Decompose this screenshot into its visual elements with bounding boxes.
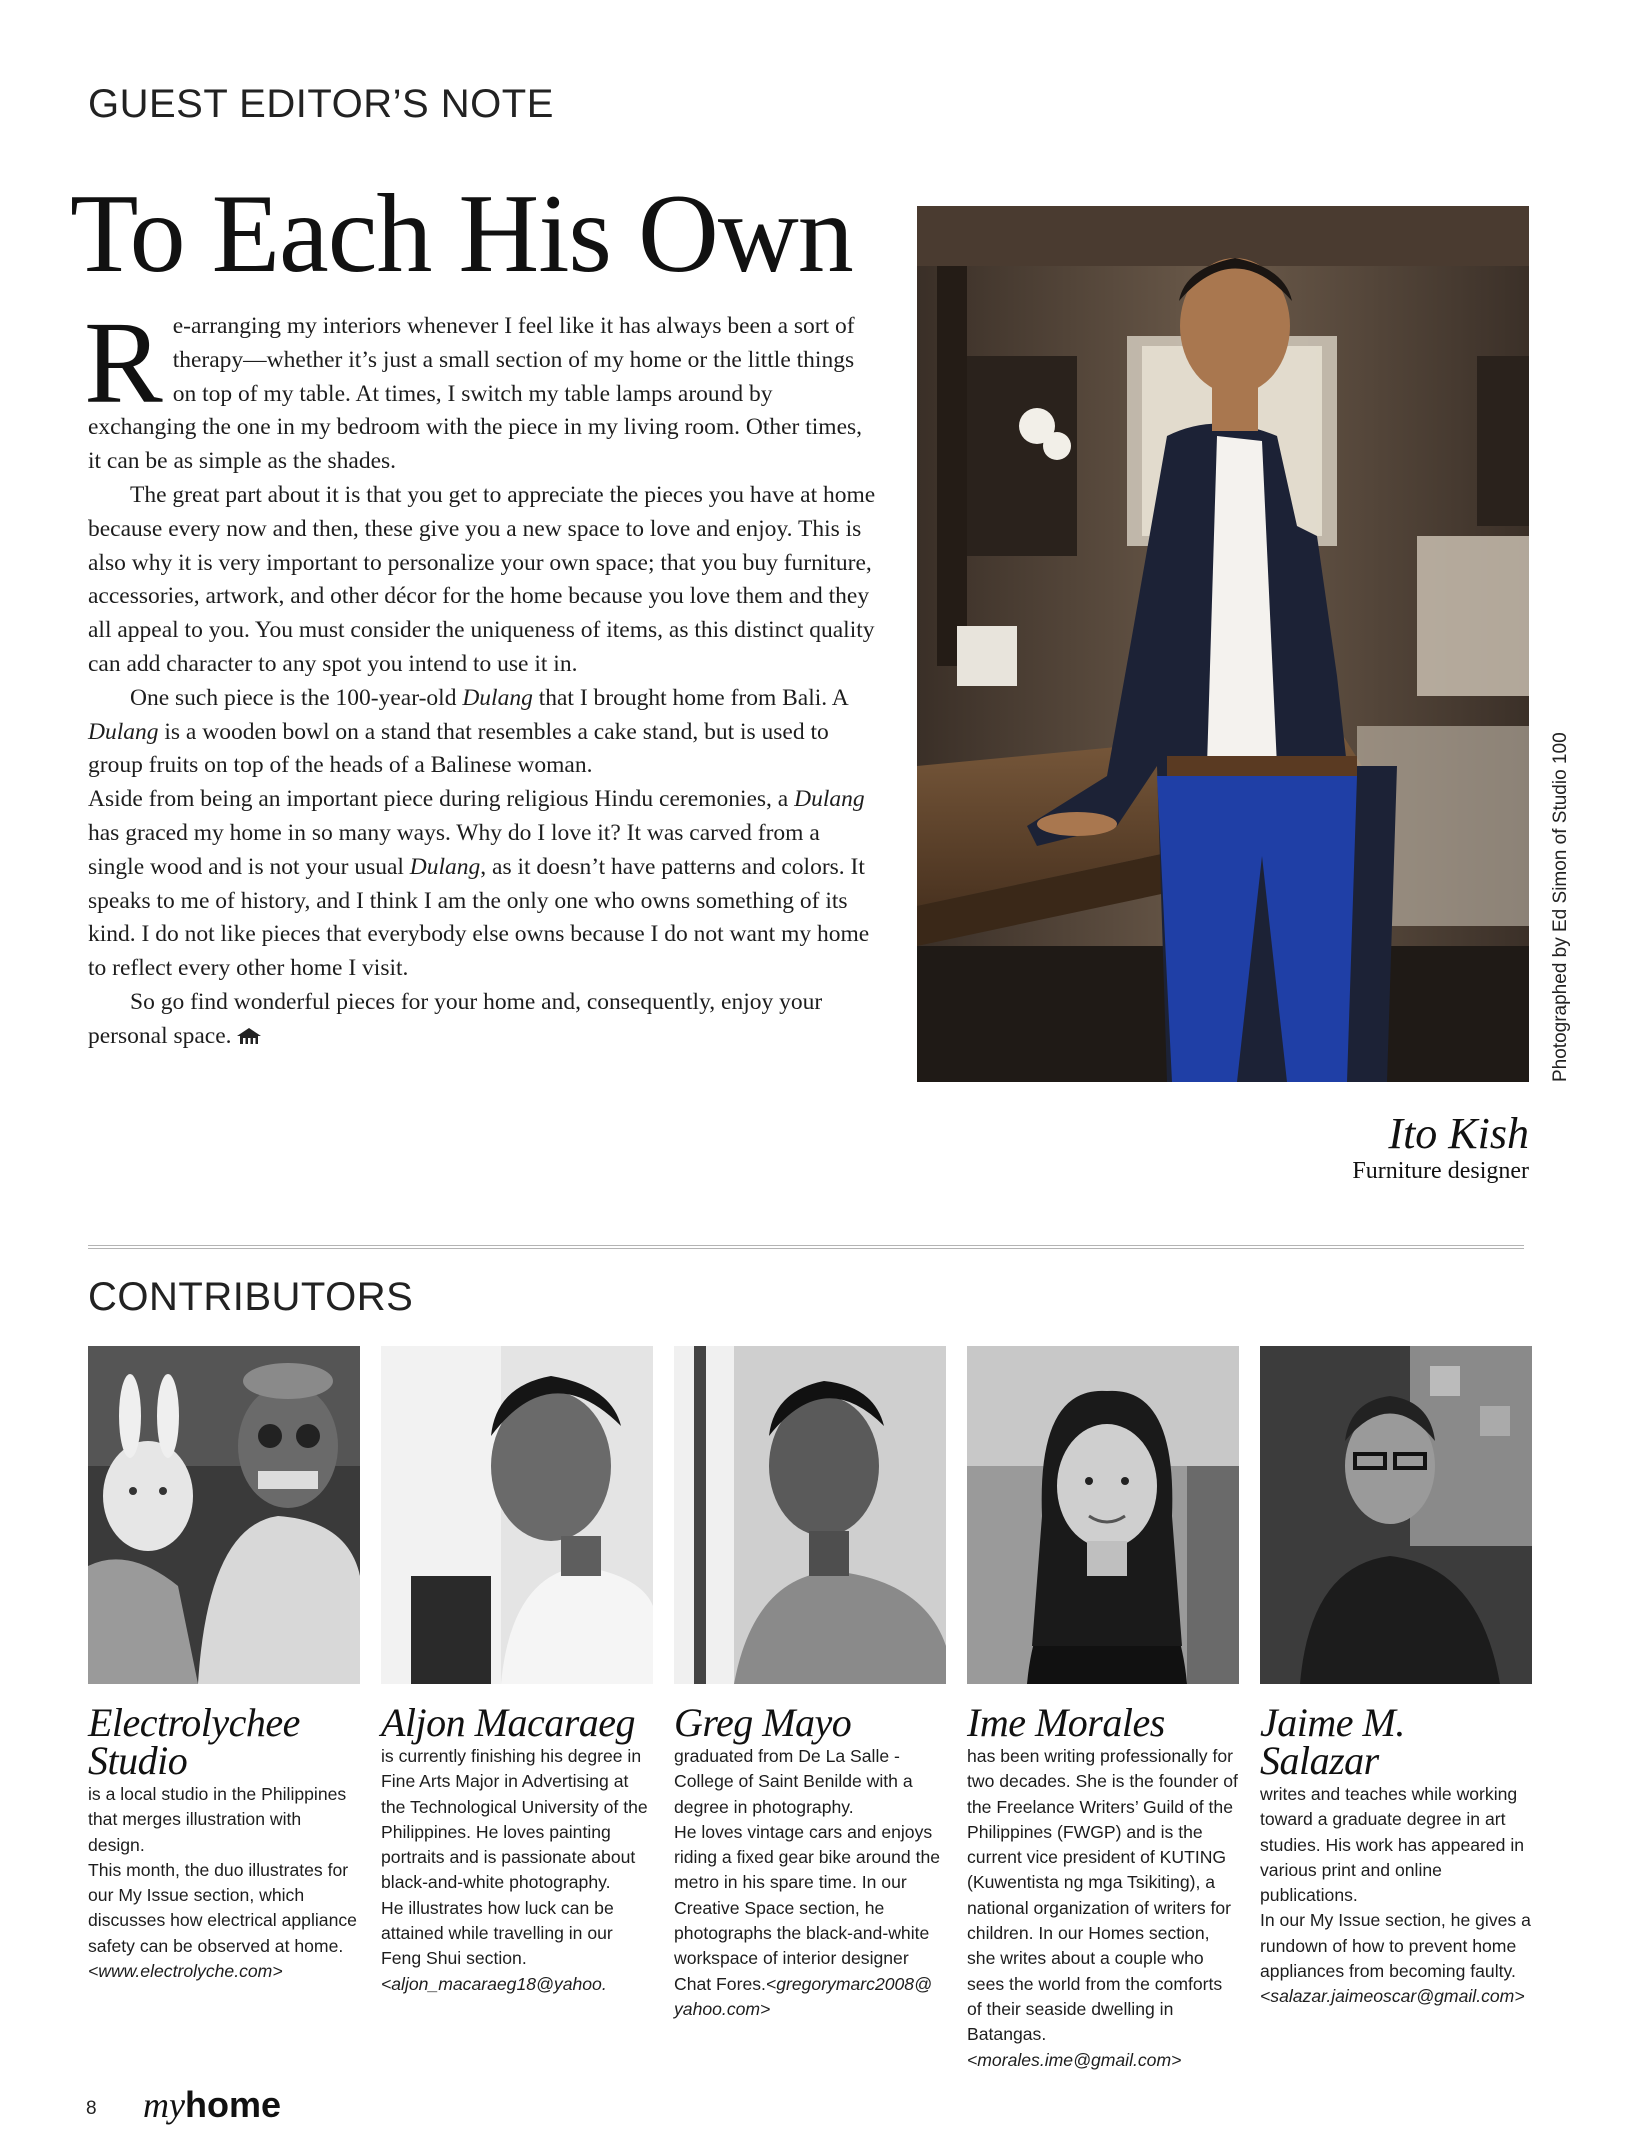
contributor-card [674,1346,946,2022]
magazine-logo: myhome [143,2084,281,2125]
contributor-contact: <gregorymarc2008@ yahoo.com> [674,1973,932,2019]
contributor-name: Greg Mayo [674,1700,852,1745]
contributor-bio: is currently finishing his degree in Fine Arts Major in Advertising at the Technological University of the Philippines. He loves painting portraits and is passionate about black-and-white photography. He illustrates how luck can be attained while travelling in our Feng Shui section. <aljon_macaraeg18@yahoo. [381,1744,653,1997]
contributor-card [88,1346,360,1984]
contributor-contact: <aljon_macaraeg18@yahoo. [381,1973,607,1994]
contributor-bio: has been writing professionally for two decades. She is the founder of the Freelance Writers’ Guild of the Philippines (FWGP) and is the current vice president of KUTING (Kuwentista ng mga Tsikiting), a national organization of writers for children. In our Homes section, she writes about a couple who sees the world from the comforts of their seaside dwelling in Batangas. <morales.ime@gmail.com> [967,1744,1239,2073]
page-number: 8 [86,2098,97,2119]
section-label: GUEST EDITOR’S NOTE [88,82,554,126]
contributor-photo [674,1346,946,1684]
contributor-name: Electrolychee Studio [88,1700,300,1783]
contributor-photo [381,1346,653,1684]
paragraph-5: So go find wonderful pieces for your home and, consequently, enjoy your personal space. [88,988,823,1049]
paragraph-3: One such piece is the 100-year-old Dulang that I brought home from Bali. A Dulang is a wooden bowl on a stand that resembles a cake stand, but is used to group fruits on top of the heads of a Balinese woman. [88,684,848,779]
guest-editor-photo-illustration [917,206,1529,1082]
signature-role: Furniture designer [1352,1158,1529,1184]
contributor-bio: graduated from De La Salle - College of Saint Benilde with a degree in photography. He loves vintage cars and enjoys riding a fixed gear bike around the metro in his spare time. In our Creative Space section, he photographs the black-and-white workspace of interior designer Chat Fores.<gregorymarc2008@ yahoo.com> [674,1746,941,2019]
article-title: To Each His Own [70,172,853,296]
contributor-name: Jaime M. Salazar [1260,1700,1405,1783]
contributor-bio: is a local studio in the Philippines that merges illustration with design. This month, the duo illustrates for our My Issue section, which discusses how electrical appliance safety can be observed at home. <www.electrolyche.com> [88,1782,360,1984]
contributor-name: Aljon Macaraeg [381,1700,636,1745]
house-end-mark-icon [236,1027,262,1045]
contributor-contact: <morales.ime@gmail.com> [967,2049,1182,2070]
paragraph-1: Re-arranging my interiors whenever I feel like it has always been a sort of therapy—whether it’s just a small section of my home or the little things on top of my table. At times, I switch my table lamps around by exchanging the one in my bedroom with the piece in my living room. Other times, it can be as simple as the shades. [84,297,863,475]
article-body [84,297,878,1054]
signature-name: Ito Kish [1388,1109,1529,1158]
contributor-contact: <www.electrolyche.com> [88,1961,283,1982]
contributor-card [381,1346,653,1997]
contributor-card [967,1346,1239,2073]
section-divider [88,1245,1524,1249]
drop-cap: R [84,297,163,428]
contributor-bio: writes and teaches while working toward a graduate degree in art studies. His work has appeared in various print and online publications. In our My Issue section, he gives a rundown of how to prevent home appliances from becoming faulty. <salazar.jaimeoscar@gmail.com> [1260,1782,1532,2010]
contributor-photo [967,1346,1239,1684]
contributor-photo [1260,1346,1532,1684]
paragraph-4: Aside from being an important piece during religious Hindu ceremonies, a Dulang has graced my home in so many ways. Why do I love it? It was carved from a single wood and is not your usual Dulang, as it doesn’t have patterns and colors. It speaks to me of history, and I think I am the only one who owns something of its kind. I do not like pieces that everybody else owns because I do not want my home to reflect every other home I visit. [88,786,870,982]
contributor-photo [88,1346,360,1684]
contributor-contact: <salazar.jaimeoscar@gmail.com> [1260,1986,1525,2007]
photo-credit: Photographed by Ed Simon of Studio 100 [1550,732,1571,1082]
contributor-card [1260,1346,1532,2010]
contributors-label: CONTRIBUTORS [88,1275,414,1319]
guest-editor-photo [917,206,1529,1082]
paragraph-2: The great part about it is that you get to appreciate the pieces you have at home because every now and then, these give you a new space to love and enjoy. This is also why it is very important to personalize your own space; that you buy furniture, accessories, artwork, and other décor for the home because you love them and they all appeal to you. You must consider the uniqueness of items, as this distinct quality can add character to any spot you intend to use it in. [88,481,876,677]
contributor-name: Ime Morales [967,1700,1165,1745]
